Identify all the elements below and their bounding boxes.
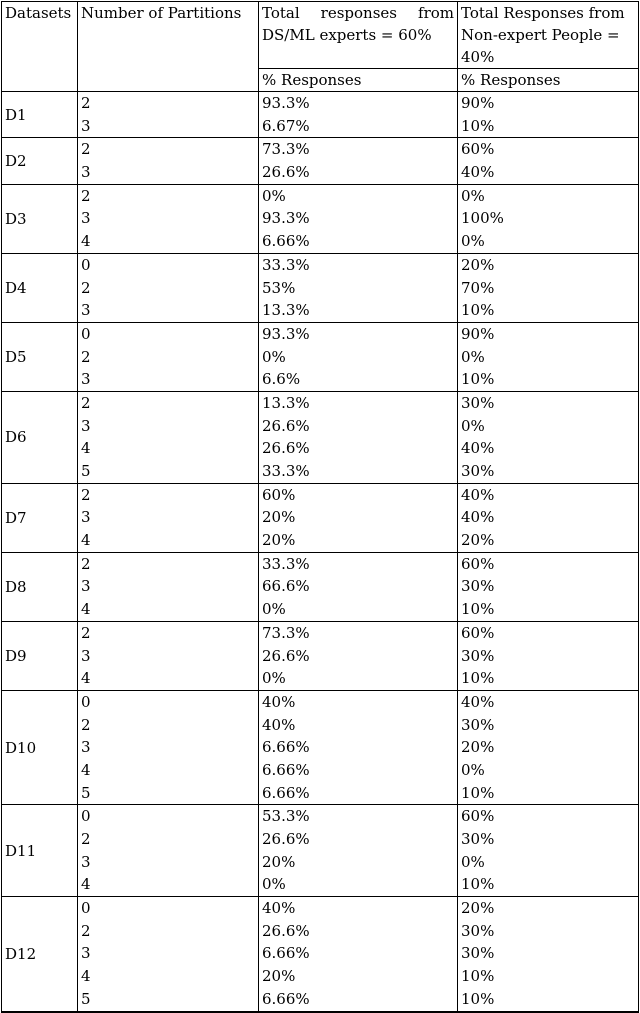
partitions-value: 3 bbox=[81, 416, 91, 435]
partitions-cell bbox=[78, 138, 259, 184]
nonexperts-value: 20% bbox=[461, 531, 495, 550]
experts-value: 6.66% bbox=[262, 232, 310, 251]
partitions-value: 4 bbox=[81, 531, 91, 550]
experts-value: 26.6% bbox=[262, 830, 310, 848]
experts-value: 6.66% bbox=[262, 760, 310, 779]
nonexperts-value: 10% bbox=[461, 600, 495, 619]
table-row bbox=[2, 805, 639, 897]
nonexperts-value: 40% bbox=[461, 508, 495, 527]
nonexperts-value: 30% bbox=[461, 944, 495, 963]
table-body bbox=[2, 92, 639, 1012]
nonexperts-value: 0% bbox=[461, 186, 485, 205]
nonexperts-value: 0% bbox=[461, 416, 485, 435]
partitions-value: 0 bbox=[81, 807, 91, 826]
experts-value: 53% bbox=[262, 278, 296, 297]
partitions-value: 2 bbox=[81, 278, 91, 297]
dataset-cell: D7 bbox=[2, 483, 78, 552]
experts-value: 0% bbox=[262, 875, 286, 894]
experts-value: 40% bbox=[262, 899, 296, 918]
partitions-value: 3 bbox=[81, 116, 91, 135]
nonexperts-cell bbox=[458, 621, 639, 690]
partitions-value: 2 bbox=[81, 921, 91, 940]
partitions-value: 5 bbox=[81, 462, 91, 480]
partitions-value: 2 bbox=[81, 347, 91, 366]
experts-cell bbox=[259, 483, 458, 552]
partitions-value: 2 bbox=[81, 623, 91, 642]
dataset-cell: D4 bbox=[2, 253, 78, 322]
nonexperts-value: 60% bbox=[461, 623, 495, 642]
nonexperts-cell bbox=[458, 391, 639, 483]
nonexperts-value: 10% bbox=[461, 370, 495, 389]
nonexperts-value: 30% bbox=[461, 921, 495, 940]
dataset-cell: D9 bbox=[2, 621, 78, 690]
experts-value: 6.67% bbox=[262, 116, 310, 135]
experts-value: 26.6% bbox=[262, 439, 310, 458]
table-row bbox=[2, 184, 639, 253]
nonexperts-value: 70% bbox=[461, 278, 495, 297]
experts-value: 60% bbox=[262, 485, 296, 504]
nonexperts-value: 30% bbox=[461, 462, 495, 480]
partitions-value: 4 bbox=[81, 600, 91, 619]
partitions-value: 3 bbox=[81, 738, 91, 757]
partitions-cell bbox=[78, 690, 259, 804]
experts-cell bbox=[259, 552, 458, 621]
nonexperts-value: 10% bbox=[461, 116, 495, 135]
nonexperts-value: 10% bbox=[461, 875, 495, 894]
partitions-value: 2 bbox=[81, 393, 91, 412]
partitions-value: 0 bbox=[81, 692, 91, 711]
experts-cell bbox=[259, 690, 458, 804]
table-row bbox=[2, 391, 639, 483]
experts-value: 6.6% bbox=[262, 370, 301, 389]
partitions-cell bbox=[78, 552, 259, 621]
experts-value: 53.3% bbox=[262, 807, 310, 826]
experts-value: 20% bbox=[262, 967, 296, 986]
nonexperts-value: 20% bbox=[461, 899, 495, 918]
nonexperts-value: 60% bbox=[461, 140, 495, 159]
experts-value: 6.66% bbox=[262, 783, 310, 802]
nonexperts-cell bbox=[458, 92, 639, 138]
header-nonexperts: Total Responses from Non-expert People = 40% bbox=[458, 2, 639, 69]
experts-value: 0% bbox=[262, 600, 286, 619]
dataset-cell: D11 bbox=[2, 805, 78, 897]
partitions-value: 5 bbox=[81, 989, 91, 1008]
dataset-cell: D8 bbox=[2, 552, 78, 621]
nonexperts-value: 0% bbox=[461, 347, 485, 366]
table-row bbox=[2, 253, 639, 322]
nonexperts-value: 20% bbox=[461, 738, 495, 757]
nonexperts-value: 30% bbox=[461, 393, 495, 412]
dataset-cell: D5 bbox=[2, 322, 78, 391]
experts-value: 20% bbox=[262, 508, 296, 527]
experts-cell bbox=[259, 391, 458, 483]
partitions-value: 4 bbox=[81, 967, 91, 986]
table-row bbox=[2, 483, 639, 552]
partitions-value: 3 bbox=[81, 577, 91, 596]
partitions-value: 3 bbox=[81, 508, 91, 527]
header-partitions: Number of Partitions bbox=[78, 2, 259, 92]
partitions-value: 3 bbox=[81, 301, 91, 320]
header-datasets: Datasets bbox=[2, 2, 78, 92]
experts-value: 26.6% bbox=[262, 416, 310, 435]
table-row bbox=[2, 92, 639, 138]
nonexperts-value: 90% bbox=[461, 324, 495, 343]
nonexperts-value: 0% bbox=[461, 852, 485, 871]
partitions-cell bbox=[78, 805, 259, 897]
experts-value: 6.66% bbox=[262, 944, 310, 963]
nonexperts-cell bbox=[458, 690, 639, 804]
partitions-value: 2 bbox=[81, 485, 91, 504]
partitions-value: 0 bbox=[81, 899, 91, 918]
experts-value: 73.3% bbox=[262, 140, 310, 159]
partitions-cell bbox=[78, 92, 259, 138]
partitions-value: 0 bbox=[81, 324, 91, 343]
partitions-value: 3 bbox=[81, 646, 91, 665]
table-row bbox=[2, 690, 639, 804]
partitions-cell bbox=[78, 253, 259, 322]
table-row bbox=[2, 552, 639, 621]
experts-value: 26.6% bbox=[262, 163, 310, 182]
nonexperts-cell bbox=[458, 184, 639, 253]
partitions-cell bbox=[78, 621, 259, 690]
partitions-value: 0 bbox=[81, 255, 91, 274]
nonexperts-value: 40% bbox=[461, 163, 495, 182]
header-experts: Total responses from DS/ML experts = 60% bbox=[259, 2, 458, 69]
partitions-value: 3 bbox=[81, 944, 91, 963]
nonexperts-value: 0% bbox=[461, 760, 485, 779]
nonexperts-value: 60% bbox=[461, 554, 495, 573]
dataset-cell: D12 bbox=[2, 897, 78, 1012]
partitions-value: 4 bbox=[81, 875, 91, 894]
experts-value: 26.6% bbox=[262, 921, 310, 940]
partitions-value: 2 bbox=[81, 715, 91, 734]
partitions-value: 2 bbox=[81, 140, 91, 159]
experts-value: 33.3% bbox=[262, 255, 310, 274]
dataset-cell: D3 bbox=[2, 184, 78, 253]
nonexperts-value: 100% bbox=[461, 209, 504, 228]
subheader-experts: % Responses bbox=[259, 69, 458, 92]
experts-value: 6.66% bbox=[262, 989, 310, 1008]
subheader-nonexperts: % Responses bbox=[458, 69, 639, 92]
nonexperts-value: 30% bbox=[461, 715, 495, 734]
partitions-value: 2 bbox=[81, 830, 91, 848]
nonexperts-value: 0% bbox=[461, 232, 485, 251]
experts-value: 93.3% bbox=[262, 209, 310, 228]
nonexperts-cell bbox=[458, 483, 639, 552]
partitions-value: 4 bbox=[81, 232, 91, 251]
experts-value: 13.3% bbox=[262, 393, 310, 412]
nonexperts-value: 10% bbox=[461, 967, 495, 986]
table-row bbox=[2, 897, 639, 1012]
experts-value: 93.3% bbox=[262, 324, 310, 343]
nonexperts-value: 40% bbox=[461, 439, 495, 458]
nonexperts-cell bbox=[458, 552, 639, 621]
nonexperts-cell bbox=[458, 253, 639, 322]
nonexperts-value: 20% bbox=[461, 255, 495, 274]
table-row bbox=[2, 322, 639, 391]
partitions-cell bbox=[78, 391, 259, 483]
nonexperts-value: 10% bbox=[461, 783, 495, 802]
experts-value: 13.3% bbox=[262, 301, 310, 320]
experts-value: 40% bbox=[262, 715, 296, 734]
experts-value: 40% bbox=[262, 692, 296, 711]
experts-value: 66.6% bbox=[262, 577, 310, 596]
nonexperts-value: 10% bbox=[461, 301, 495, 320]
partitions-value: 4 bbox=[81, 760, 91, 779]
partitions-value: 3 bbox=[81, 370, 91, 389]
experts-cell bbox=[259, 805, 458, 897]
experts-cell bbox=[259, 897, 458, 1012]
partitions-cell bbox=[78, 483, 259, 552]
partitions-value: 5 bbox=[81, 783, 91, 802]
experts-value: 0% bbox=[262, 186, 286, 205]
nonexperts-value: 30% bbox=[461, 830, 495, 848]
partitions-value: 4 bbox=[81, 439, 91, 458]
partitions-cell bbox=[78, 322, 259, 391]
experts-cell bbox=[259, 138, 458, 184]
nonexperts-value: 30% bbox=[461, 646, 495, 665]
partitions-cell bbox=[78, 184, 259, 253]
experts-value: 6.66% bbox=[262, 738, 310, 757]
nonexperts-cell bbox=[458, 138, 639, 184]
experts-value: 33.3% bbox=[262, 462, 310, 480]
partitions-value: 4 bbox=[81, 669, 91, 688]
dataset-cell: D1 bbox=[2, 92, 78, 138]
nonexperts-value: 60% bbox=[461, 807, 495, 826]
partitions-value: 3 bbox=[81, 209, 91, 228]
experts-value: 20% bbox=[262, 531, 296, 550]
partitions-cell bbox=[78, 897, 259, 1012]
experts-cell bbox=[259, 184, 458, 253]
dataset-cell: D6 bbox=[2, 391, 78, 483]
partitions-value: 2 bbox=[81, 94, 91, 112]
dataset-cell: D2 bbox=[2, 138, 78, 184]
experts-cell bbox=[259, 621, 458, 690]
partitions-value: 3 bbox=[81, 163, 91, 182]
table-row bbox=[2, 621, 639, 690]
experts-value: 93.3% bbox=[262, 94, 310, 112]
experts-value: 26.6% bbox=[262, 646, 310, 665]
experts-value: 73.3% bbox=[262, 623, 310, 642]
header-row bbox=[2, 2, 639, 69]
nonexperts-value: 10% bbox=[461, 669, 495, 688]
partitions-value: 2 bbox=[81, 186, 91, 205]
nonexperts-cell bbox=[458, 897, 639, 1012]
nonexperts-cell bbox=[458, 805, 639, 897]
table-row bbox=[2, 138, 639, 184]
experts-value: 0% bbox=[262, 669, 286, 688]
partitions-value: 3 bbox=[81, 852, 91, 871]
partitions-value: 2 bbox=[81, 554, 91, 573]
nonexperts-value: 30% bbox=[461, 577, 495, 596]
nonexperts-value: 40% bbox=[461, 692, 495, 711]
experts-value: 33.3% bbox=[262, 554, 310, 573]
experts-cell bbox=[259, 253, 458, 322]
experts-value: 20% bbox=[262, 852, 296, 871]
responses-table bbox=[1, 1, 639, 1013]
nonexperts-value: 40% bbox=[461, 485, 495, 504]
nonexperts-cell bbox=[458, 322, 639, 391]
nonexperts-value: 90% bbox=[461, 94, 495, 112]
dataset-cell: D10 bbox=[2, 690, 78, 804]
experts-value: 0% bbox=[262, 347, 286, 366]
experts-cell bbox=[259, 92, 458, 138]
experts-cell bbox=[259, 322, 458, 391]
nonexperts-value: 10% bbox=[461, 989, 495, 1008]
